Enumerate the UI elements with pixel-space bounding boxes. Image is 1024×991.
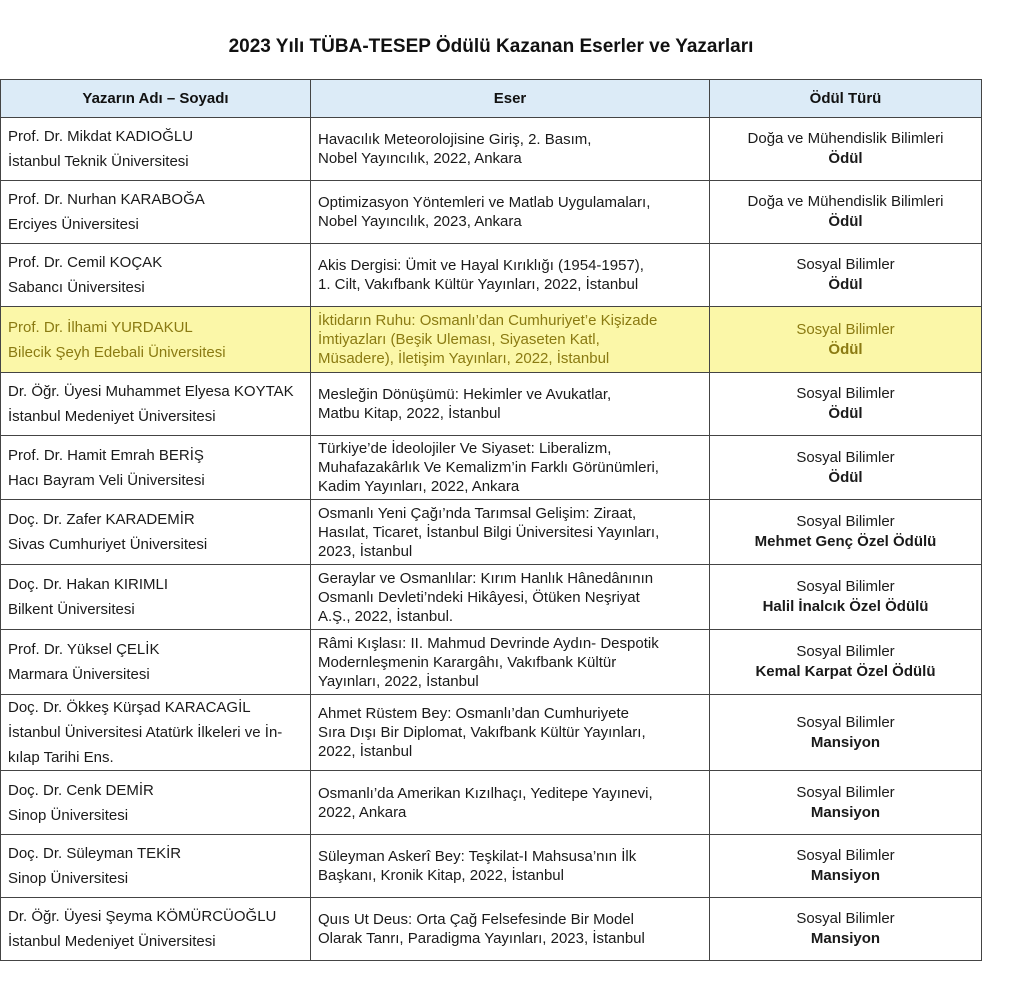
award-cell	[710, 181, 982, 244]
award-cell-line: Mansiyon	[810, 803, 881, 821]
award-cell	[710, 244, 982, 307]
work-cell	[311, 436, 710, 500]
author-cell-line: Dr. Öğr. Üyesi Şeyma KÖMÜRCÜOĞLU	[8, 908, 277, 925]
author-cell-line: Sivas Cumhuriyet Üniversitesi	[8, 536, 208, 553]
work-cell-line: Başkanı, Kronik Kitap, 2022, İstanbul	[318, 867, 564, 884]
column-header-award: Ödül Türü	[710, 80, 982, 118]
author-cell	[1, 500, 311, 565]
author-cell-line: Hacı Bayram Veli Üniversitesi	[8, 471, 205, 489]
work-cell-line: 2023, İstanbul	[318, 542, 413, 560]
work-cell	[311, 373, 710, 436]
work-cell-line: Yayınları, 2022, İstanbul	[318, 672, 479, 690]
work-cell-line: İmtiyazları (Beşik Uleması, Siyaseten Katl,	[318, 331, 600, 348]
author-cell-line: Prof. Dr. Mikdat KADIOĞLU	[8, 128, 194, 145]
author-cell-line: Marmara Üniversitesi	[8, 666, 150, 683]
author-cell-line: Prof. Dr. Hamit Emrah BERİŞ	[8, 446, 204, 464]
work-cell	[311, 771, 710, 835]
table-row	[1, 630, 982, 695]
table-row	[1, 695, 982, 771]
table-row	[1, 307, 982, 373]
award-cell	[710, 118, 982, 181]
table-row	[1, 436, 982, 500]
author-cell-line: Sabancı Üniversitesi	[8, 279, 145, 296]
work-cell-line: 2022, İstanbul	[318, 743, 413, 760]
award-cell-line: Sosyal Bilimler	[796, 448, 895, 466]
work-cell-line: Nobel Yayıncılık, 2022, Ankara	[318, 150, 522, 167]
author-cell-line: Doç. Dr. Hakan KIRIMLI	[8, 576, 169, 593]
award-cell-line: Sosyal Bilimler	[796, 643, 895, 660]
award-cell-line: Doğa ve Mühendislik Bilimleri	[747, 130, 944, 147]
author-cell	[1, 181, 311, 244]
work-cell	[311, 181, 710, 244]
award-cell-line: Ödül	[828, 276, 863, 293]
work-cell-line: 2022, Ankara	[318, 803, 407, 821]
work-cell-line: Olarak Tanrı, Paradigma Yayınları, 2023, İstanbul	[318, 930, 645, 947]
award-cell-line: Sosyal Bilimler	[796, 385, 895, 402]
award-cell-line: Ödül	[828, 150, 863, 167]
work-cell	[311, 695, 710, 771]
author-cell-line: Bilkent Üniversitesi	[8, 601, 135, 618]
award-cell-line: Sosyal Bilimler	[796, 578, 895, 595]
work-cell-line: Modernleşmenin Karargâhı, Vakıfbank Kültür	[318, 653, 617, 671]
author-cell-line: İstanbul Medeniyet Üniversitesi	[8, 933, 216, 950]
author-cell	[1, 630, 311, 695]
award-cell-line: Sosyal Bilimler	[796, 513, 895, 530]
table-header-row	[1, 80, 982, 118]
award-cell	[710, 436, 982, 500]
table-row	[1, 244, 982, 307]
work-cell-line: Havacılık Meteorolojisine Giriş, 2. Basım,	[318, 131, 592, 148]
award-cell	[710, 835, 982, 898]
author-cell-line: Prof. Dr. Cemil KOÇAK	[8, 254, 163, 271]
author-cell	[1, 244, 311, 307]
table-row	[1, 565, 982, 630]
author-cell	[1, 373, 311, 436]
work-cell-line: Matbu Kitap, 2022, İstanbul	[318, 405, 501, 422]
work-cell-line: İktidarın Ruhu: Osmanlı’dan Cumhuriyet’e Kişizade	[318, 312, 658, 329]
author-cell	[1, 835, 311, 898]
column-header-author: Yazarın Adı – Soyadı	[1, 80, 311, 118]
work-cell-line: 1. Cilt, Vakıfbank Kültür Yayınları, 2022, İstanbul	[318, 276, 639, 293]
work-cell-line: Optimizasyon Yöntemleri ve Matlab Uygulamaları,	[318, 194, 651, 211]
work-cell-line: Nobel Yayıncılık, 2023, Ankara	[318, 213, 522, 230]
work-cell-line: Ahmet Rüstem Bey: Osmanlı’dan Cumhuriyete	[318, 705, 629, 722]
work-cell-line: Mesleğin Dönüşümü: Hekimler ve Avukatlar,	[318, 386, 612, 403]
work-cell-line: Müsadere), İletişim Yayınları, 2022, İstanbul	[318, 350, 610, 367]
work-cell-line: Râmi Kışlası: II. Mahmud Devrinde Aydın- Despotik	[318, 634, 659, 652]
author-cell-line: Doç. Dr. Ökkeş Kürşad KARACAGİL	[8, 699, 251, 716]
award-cell-line: Mansiyon	[810, 733, 881, 751]
award-cell-line: Mansiyon	[810, 867, 881, 884]
award-cell-line: Mansiyon	[810, 930, 881, 947]
award-cell-line: Sosyal Bilimler	[796, 713, 895, 731]
work-cell-line: Akis Dergisi: Ümit ve Hayal Kırıklığı (1954-1957),	[318, 257, 644, 274]
award-cell-line: Ödül	[828, 405, 863, 422]
author-cell	[1, 307, 311, 373]
award-cell-line: Kemal Karpat Özel Ödülü	[755, 663, 936, 680]
work-cell-line: Sıra Dışı Bir Diplomat, Vakıfbank Kültür Yayınları,	[318, 724, 646, 741]
work-cell	[311, 835, 710, 898]
author-cell-line: Prof. Dr. Yüksel ÇELİK	[8, 641, 160, 658]
table-body	[1, 118, 982, 961]
work-cell	[311, 307, 710, 373]
author-cell-line: Doç. Dr. Süleyman TEKİR	[8, 845, 182, 862]
author-cell	[1, 898, 311, 961]
author-cell	[1, 565, 311, 630]
work-cell-line: Süleyman Askerî Bey: Teşkilat-I Mahsusa’nın İlk	[318, 848, 637, 865]
author-cell-line: İstanbul Üniversitesi Atatürk İlkeleri ve İn-	[8, 724, 283, 741]
author-cell	[1, 771, 311, 835]
table-row	[1, 118, 982, 181]
work-cell-line: Muhafazakârlık Ve Kemalizm’in Farklı Görünümleri,	[318, 459, 659, 476]
work-cell-line: Kadim Yayınları, 2022, Ankara	[318, 478, 520, 495]
work-cell	[311, 898, 710, 961]
work-cell	[311, 565, 710, 630]
award-cell	[710, 771, 982, 835]
author-cell-line: Prof. Dr. Nurhan KARABOĞA	[8, 191, 205, 208]
author-cell-line: Sinop Üniversitesi	[8, 870, 129, 887]
author-cell-line: Sinop Üniversitesi	[8, 806, 129, 824]
author-cell-line: kılap Tarihi Ens.	[8, 749, 114, 766]
awards-table	[0, 79, 982, 961]
award-cell	[710, 500, 982, 565]
award-cell	[710, 307, 982, 373]
work-cell-line: Osmanlı’da Amerikan Kızılhaçı, Yeditepe Yayınevi,	[318, 784, 653, 802]
work-cell-line: Osmanlı Devleti’ndeki Hikâyesi, Ötüken Neşriyat	[318, 588, 640, 606]
table-row	[1, 771, 982, 835]
table-row	[1, 898, 982, 961]
table-row	[1, 181, 982, 244]
author-cell	[1, 436, 311, 500]
author-cell	[1, 118, 311, 181]
award-cell-line: Ödül	[828, 213, 863, 230]
award-cell-line: Ödül	[828, 340, 863, 358]
award-cell-line: Halil İnalcık Özel Ödülü	[762, 598, 929, 615]
award-cell-line: Ödül	[828, 468, 863, 486]
work-cell	[311, 244, 710, 307]
award-cell-line: Mehmet Genç Özel Ödülü	[754, 533, 937, 550]
author-cell-line: İstanbul Medeniyet Üniversitesi	[8, 408, 216, 425]
author-cell-line: İstanbul Teknik Üniversitesi	[8, 153, 189, 170]
work-cell-line: Quıs Ut Deus: Orta Çağ Felsefesinde Bir Model	[318, 911, 634, 928]
author-cell-line: Prof. Dr. İlhami YURDAKUL	[8, 318, 193, 336]
award-cell-line: Sosyal Bilimler	[796, 847, 895, 864]
author-cell-line: Erciyes Üniversitesi	[8, 216, 139, 233]
work-cell-line: Osmanlı Yeni Çağı’nda Tarımsal Gelişim: Ziraat,	[318, 504, 637, 522]
author-cell	[1, 695, 311, 771]
author-cell-line: Doç. Dr. Zafer KARADEMİR	[8, 511, 195, 528]
award-cell-line: Sosyal Bilimler	[796, 256, 895, 273]
page-title: 2023 Yılı TÜBA-TESEP Ödülü Kazanan Eserler ve Yazarları	[228, 36, 754, 57]
work-cell	[311, 118, 710, 181]
table-row	[1, 373, 982, 436]
award-cell	[710, 373, 982, 436]
work-cell-line: A.Ş., 2022, İstanbul.	[318, 607, 454, 625]
column-header-work: Eser	[311, 80, 710, 118]
author-cell-line: Doç. Dr. Cenk DEMİR	[8, 781, 154, 799]
award-cell	[710, 565, 982, 630]
award-cell	[710, 630, 982, 695]
award-cell	[710, 898, 982, 961]
work-cell	[311, 630, 710, 695]
work-cell-line: Geraylar ve Osmanlılar: Kırım Hanlık Hânedânının	[318, 569, 654, 587]
work-cell	[311, 500, 710, 565]
work-cell-line: Türkiye’de İdeolojiler Ve Siyaset: Liberalizm,	[318, 440, 612, 457]
award-cell-line: Sosyal Bilimler	[796, 910, 895, 927]
author-cell-line: Bilecik Şeyh Edebali Üniversitesi	[8, 343, 226, 361]
table-row	[1, 500, 982, 565]
award-cell	[710, 695, 982, 771]
award-cell-line: Sosyal Bilimler	[796, 783, 895, 801]
award-cell-line: Doğa ve Mühendislik Bilimleri	[747, 193, 944, 210]
work-cell-line: Hasılat, Ticaret, İstanbul Bilgi Üniversitesi Yayınları,	[318, 523, 660, 541]
award-cell-line: Sosyal Bilimler	[796, 320, 895, 338]
author-cell-line: Dr. Öğr. Üyesi Muhammet Elyesa KOYTAK	[8, 383, 294, 400]
table-row	[1, 835, 982, 898]
